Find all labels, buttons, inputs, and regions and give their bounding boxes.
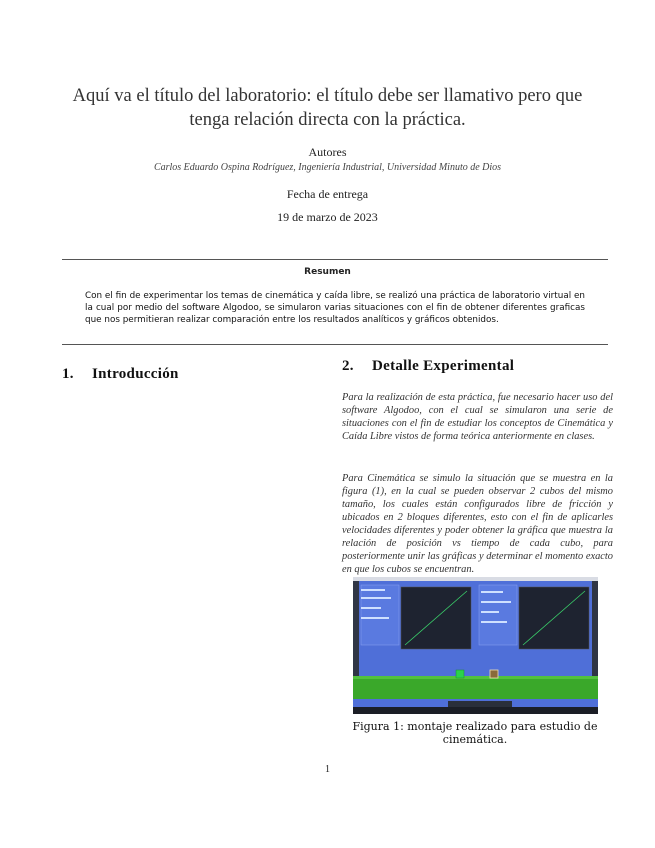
section-title: Detalle Experimental (372, 358, 515, 374)
divider-top (62, 259, 608, 260)
section-title: Introducción (92, 366, 179, 382)
date-label: Fecha de entrega (286, 187, 369, 201)
taskbar (353, 707, 598, 714)
properties-panel-right (479, 585, 517, 645)
author-affiliation: Carlos Eduardo Ospina Rodríguez, Ingeniería Industrial, Universidad Minuto de Dios (153, 162, 502, 173)
section-number: 2. (342, 358, 354, 374)
divider-bottom (62, 344, 608, 345)
abstract-text: Con el fin de experimentar los temas de cinemática y caída libre, se realizó una práctica de laboratorio virtual en la cual por medio del software Algodoo, se simularon varias situaciones con el fin de obtener diferentes graficas que nos permitieran realizar comparación entre los resultados analíticos y gráficos obtenidos. (85, 291, 585, 325)
cube-green (456, 670, 464, 678)
section-experimental-heading (342, 358, 514, 375)
abstract-title: Resumen (304, 267, 351, 277)
bottom-toolbar (448, 701, 512, 707)
experimental-paragraph-2: Para Cinemática se simulo la situación que se muestra en la figura (1), en la cual se pueden observar 2 cubos del mismo tamaño, los cuales están configurados libre de fricción y ubicados en 2 bloques diferentes, esto con el fin de aplicarles velocidades diferentes y poder obtener la gráfica que muestra la relación de posición vs tiempo de cada cubo, para posteriormente unir las gráficas y determinar el momento exacto en que los cubos se encuentran. (342, 473, 613, 575)
ground (353, 678, 598, 699)
paper-title: Aquí va el título del laboratorio: el título debe ser llamativo pero que tenga relación directa con la práctica. (72, 86, 583, 130)
cube-brown (490, 670, 498, 678)
figure-algodoo-screenshot (353, 577, 598, 714)
authors-label: Autores (308, 145, 347, 159)
figure-caption: Figura 1: montaje realizado para estudio de cinemática. (352, 720, 598, 746)
date-value: 19 de marzo de 2023 (277, 210, 378, 224)
window-titlebar (353, 577, 598, 581)
page-number: 1 (325, 764, 330, 775)
section-intro-heading (62, 366, 179, 383)
section-number: 1. (62, 366, 74, 382)
properties-panel-left (361, 585, 399, 645)
experimental-paragraph-1: Para la realización de esta práctica, fue necesario hacer uso del software Algodoo, con el cual se simularon una serie de situaciones con el fin de estudiar los conceptos de Cinemática y Caída Libre vistos de forma teórica anteriormente en clases. (342, 392, 613, 442)
